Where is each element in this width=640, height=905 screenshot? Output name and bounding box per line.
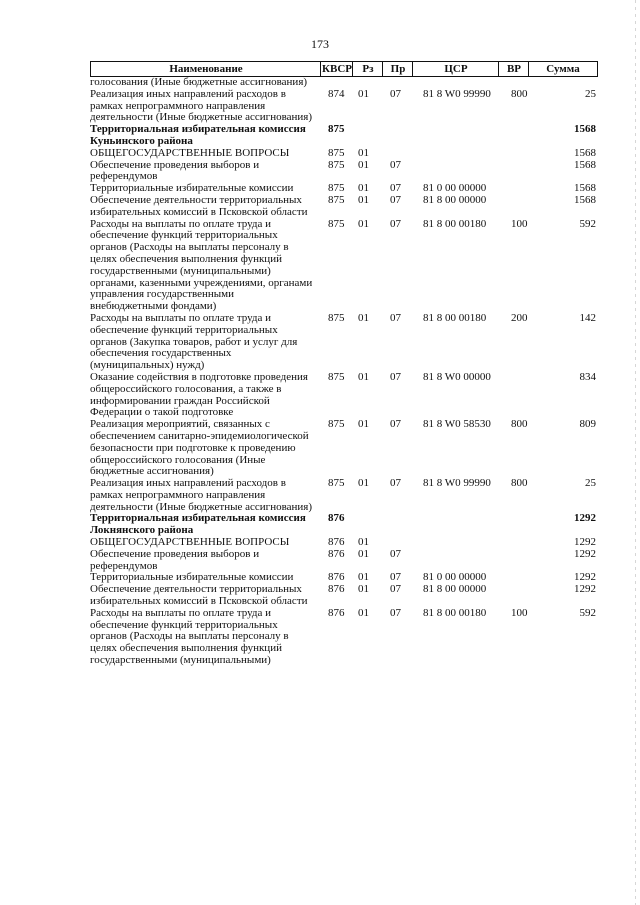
row-rz: 01	[358, 583, 369, 596]
row-sum: 1568	[574, 123, 596, 136]
table-row	[0, 513, 640, 537]
row-kvsr: 875	[328, 146, 345, 159]
row-kvsr: 876	[328, 606, 345, 619]
row-name: Реализация иных направлений расходов в рамках непрограммного направления деятельности (Иные бюджетные ассигнования)	[90, 477, 313, 513]
row-pr: 07	[390, 571, 401, 584]
row-name: Обеспечение деятельности территориальных избирательных комиссий в Псковской области	[90, 583, 308, 608]
table-row	[0, 89, 640, 124]
row-kvsr: 875	[328, 311, 345, 324]
row-kvsr: 875	[328, 193, 345, 206]
row-kvsr: 874	[328, 87, 345, 100]
row-csr: 81 8 00 00180	[423, 311, 487, 324]
row-rz: 01	[358, 536, 369, 549]
row-pr: 07	[390, 418, 401, 431]
row-kvsr: 875	[328, 217, 345, 230]
row-sum: 25	[585, 477, 596, 490]
row-kvsr: 875	[328, 477, 345, 490]
row-pr: 07	[390, 477, 401, 490]
row-pr: 07	[390, 370, 401, 383]
row-sum: 1568	[574, 146, 596, 159]
row-rz: 01	[358, 477, 369, 490]
row-name: Территориальные избирательные комиссии	[90, 571, 294, 584]
row-rz: 01	[358, 606, 369, 619]
row-kvsr: 875	[328, 182, 345, 195]
row-vr: 800	[511, 418, 528, 431]
row-rz: 01	[358, 547, 369, 560]
row-name: Расходы на выплаты по оплате труда и обеспечение функций территориальных органов (Расходы на выплаты персоналу в целях обеспечения выполнения функций государственными (муниципальными) органами, казенными учреждениями, органами управления государственными внебюджетными фондами)	[90, 217, 313, 313]
row-pr: 07	[390, 217, 401, 230]
row-csr: 81 0 00 00000	[423, 571, 487, 584]
row-name: ОБЩЕГОСУДАРСТВЕННЫЕ ВОПРОСЫ	[90, 536, 290, 549]
row-kvsr: 876	[328, 512, 345, 525]
table-row	[0, 195, 640, 219]
row-sum: 1292	[574, 571, 596, 584]
row-sum: 142	[579, 311, 596, 324]
row-name: Оказание содействия в подготовке проведения общероссийского голосования, а также в информировании граждан Российской Федерации о такой подготовке	[90, 370, 308, 419]
table-row	[0, 372, 640, 419]
table-row	[0, 419, 640, 478]
column-header-rz: Рз	[352, 61, 383, 77]
row-rz: 01	[358, 182, 369, 195]
row-pr: 07	[390, 182, 401, 195]
row-sum: 1292	[574, 547, 596, 560]
row-kvsr: 875	[328, 418, 345, 431]
row-csr: 81 8 00 00000	[423, 583, 487, 596]
row-sum: 1568	[574, 193, 596, 206]
row-csr: 81 8 00 00180	[423, 217, 487, 230]
row-rz: 01	[358, 311, 369, 324]
row-name: Обеспечение проведения выборов и референдумов	[90, 158, 260, 183]
row-sum: 809	[579, 418, 596, 431]
row-sum: 592	[579, 217, 596, 230]
row-rz: 01	[358, 87, 369, 100]
row-csr: 81 8 00 00180	[423, 606, 487, 619]
row-name: голосования (Иные бюджетные ассигнования)	[90, 76, 308, 88]
table-body	[0, 77, 640, 667]
row-pr: 07	[390, 311, 401, 324]
row-name: Расходы на выплаты по оплате труда и обеспечение функций территориальных органов (Расходы на выплаты персоналу в целях обеспечения выполнения функций государственными (муниципальными)	[90, 606, 289, 667]
table-row	[0, 478, 640, 513]
row-kvsr: 875	[328, 158, 345, 171]
row-csr: 81 8 W0 99990	[423, 477, 491, 490]
row-name: Реализация мероприятий, связанных с обеспечением санитарно-эпидемиологической безопасности при подготовке к проведению общероссийского голосования (Иные бюджетные ассигнования)	[90, 418, 309, 478]
table-row	[0, 219, 640, 313]
column-header-name: Наименование	[90, 61, 321, 77]
column-header-csr: ЦСР	[412, 61, 499, 77]
row-kvsr: 876	[328, 547, 345, 560]
row-pr: 07	[390, 583, 401, 596]
row-name: ОБЩЕГОСУДАРСТВЕННЫЕ ВОПРОСЫ	[90, 146, 290, 159]
row-name: Территориальная избирательная комиссия Куньинского района	[90, 123, 306, 147]
scan-edge	[635, 0, 636, 905]
row-rz: 01	[358, 158, 369, 171]
row-sum: 1292	[574, 512, 596, 525]
row-kvsr: 876	[328, 571, 345, 584]
row-csr: 81 8 W0 00000	[423, 370, 491, 383]
row-sum: 25	[585, 87, 596, 100]
row-name: Территориальные избирательные комиссии	[90, 182, 294, 195]
table-row	[0, 549, 640, 573]
row-vr: 800	[511, 87, 528, 100]
table-row	[0, 608, 640, 667]
row-name: Обеспечение деятельности территориальных избирательных комиссий в Псковской области	[90, 193, 308, 218]
row-csr: 81 0 00 00000	[423, 182, 487, 195]
row-vr: 100	[511, 606, 528, 619]
table-row	[0, 313, 640, 372]
table-row	[0, 124, 640, 148]
row-pr: 07	[390, 606, 401, 619]
row-pr: 07	[390, 547, 401, 560]
row-vr: 100	[511, 217, 528, 230]
column-header-vr: ВР	[498, 61, 529, 77]
table-row	[0, 160, 640, 184]
row-name: Территориальная избирательная комиссия Локнянского района	[90, 512, 306, 537]
row-kvsr: 875	[328, 123, 345, 136]
row-sum: 834	[579, 370, 596, 383]
row-vr: 800	[511, 477, 528, 490]
row-pr: 07	[390, 87, 401, 100]
row-vr: 200	[511, 311, 528, 324]
row-kvsr: 876	[328, 583, 345, 596]
row-rz: 01	[358, 193, 369, 206]
row-name: Расходы на выплаты по оплате труда и обеспечение функций территориальных органов (Закупка товаров, работ и услуг для обеспечения государственных (муниципальных) нужд)	[90, 311, 298, 372]
row-csr: 81 8 00 00000	[423, 193, 487, 206]
page-number: 173	[311, 37, 329, 51]
table-row	[0, 148, 640, 160]
row-rz: 01	[358, 146, 369, 159]
row-csr: 81 8 W0 99990	[423, 87, 491, 100]
row-rz: 01	[358, 571, 369, 584]
row-csr: 81 8 W0 58530	[423, 418, 491, 431]
row-kvsr: 875	[328, 370, 345, 383]
column-header-pr: Пр	[382, 61, 413, 77]
column-header-sum: Сумма	[528, 61, 598, 77]
row-name: Реализация иных направлений расходов в рамках непрограммного направления деятельности (Иные бюджетные ассигнования)	[90, 87, 313, 124]
row-pr: 07	[390, 158, 401, 171]
row-sum: 1292	[574, 583, 596, 596]
row-rz: 01	[358, 217, 369, 230]
row-pr: 07	[390, 193, 401, 206]
table-row	[0, 584, 640, 608]
row-rz: 01	[358, 418, 369, 431]
row-sum: 1568	[574, 182, 596, 195]
row-sum: 592	[579, 606, 596, 619]
row-sum: 1568	[574, 158, 596, 171]
row-rz: 01	[358, 370, 369, 383]
row-kvsr: 876	[328, 536, 345, 549]
row-name: Обеспечение проведения выборов и референдумов	[90, 547, 260, 572]
row-sum: 1292	[574, 536, 596, 549]
column-header-kvsr: КВСР	[322, 63, 352, 75]
